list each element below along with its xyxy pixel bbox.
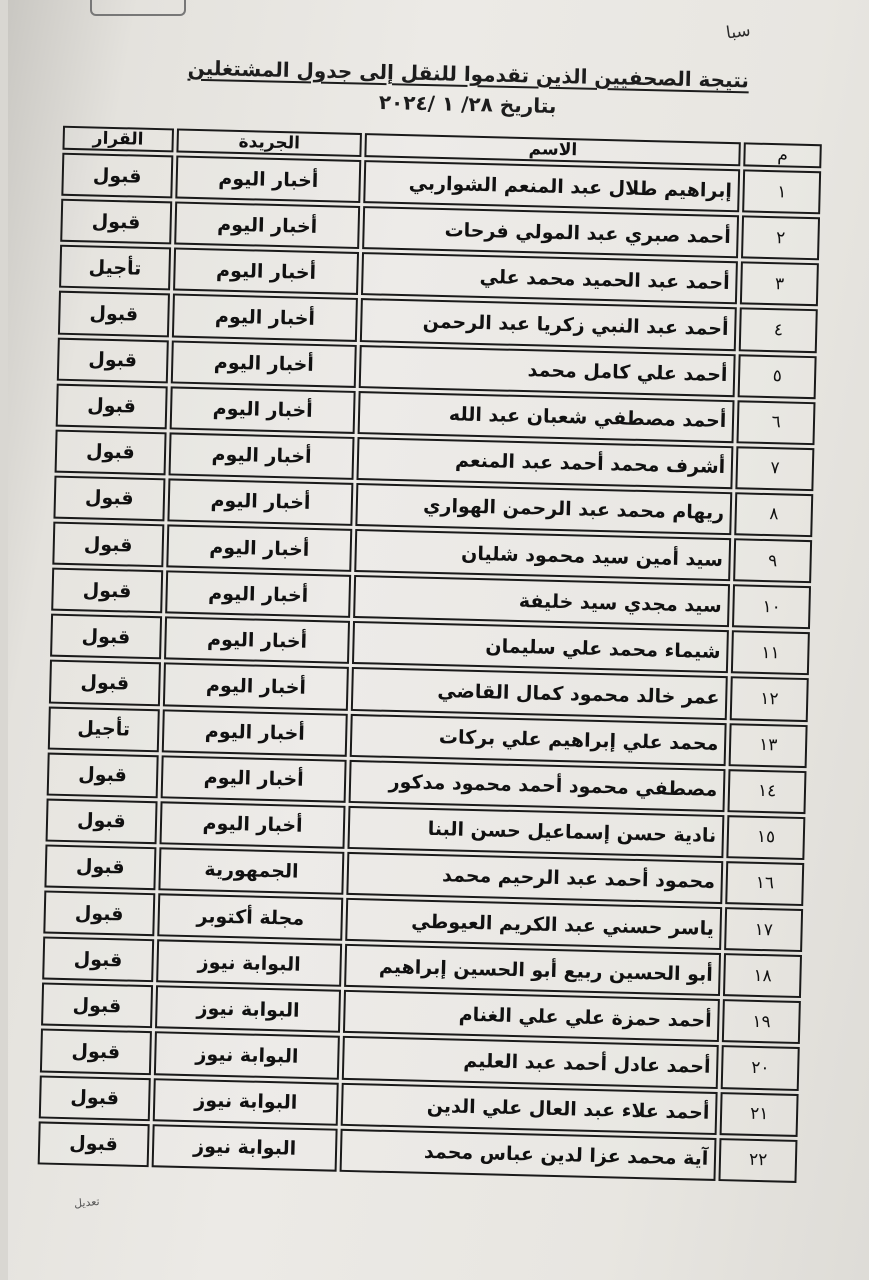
row-name: أشرف محمد أحمد عبد المنعم xyxy=(357,437,734,489)
row-decision: قبول xyxy=(46,798,158,844)
row-decision: قبول xyxy=(56,383,168,429)
handwritten-signature-bottom: تعديل xyxy=(73,1194,101,1211)
row-decision: قبول xyxy=(44,844,156,890)
row-newspaper: أخبار اليوم xyxy=(167,478,354,526)
row-name: أبو الحسين ربيع أبو الحسين إبراهيم xyxy=(345,944,722,996)
results-table-container xyxy=(35,123,825,1186)
row-name: آية محمد عزا لدين عباس محمد xyxy=(340,1128,717,1181)
row-newspaper: أخبار اليوم xyxy=(168,432,355,480)
row-name: أحمد علاء عبد العال علي الدين xyxy=(341,1082,718,1134)
row-name: محمد علي إبراهيم علي بركات xyxy=(350,713,727,765)
row-name: سيد أمين سيد محمود شليان xyxy=(355,529,732,581)
paper-sheet xyxy=(8,0,869,1280)
row-newspaper: أخبار اليوم xyxy=(163,663,350,711)
row-name: ياسر حسني عبد الكريم العيوطي xyxy=(346,898,723,950)
row-number: ٢٠ xyxy=(721,1045,800,1090)
row-number: ١١ xyxy=(731,630,810,675)
row-number: ١٠ xyxy=(732,584,811,629)
column-header-decision: القرار xyxy=(62,126,173,153)
row-newspaper: أخبار اليوم xyxy=(172,294,359,342)
document-title: نتيجة الصحفيين الذين تقدموا للنقل إلى جدول المشتغلين xyxy=(187,55,750,93)
row-number: ٥ xyxy=(738,354,817,399)
row-decision: قبول xyxy=(60,199,172,245)
row-newspaper: أخبار اليوم xyxy=(173,248,360,296)
results-table xyxy=(35,123,825,1186)
row-name: إبراهيم طلال عبد المنعم الشواربي xyxy=(364,160,741,212)
row-number: ١ xyxy=(742,169,821,214)
row-decision: قبول xyxy=(53,475,165,521)
row-number: ٢٢ xyxy=(719,1138,798,1183)
row-name: أحمد صبري عبد المولي فرحات xyxy=(363,206,740,258)
row-newspaper: البوابة نيوز xyxy=(153,1078,340,1126)
row-name: محمود أحمد عبد الرحيم محمد xyxy=(347,852,724,904)
column-header-number: م xyxy=(744,142,822,168)
row-decision: قبول xyxy=(50,614,162,660)
row-newspaper: البوابة نيوز xyxy=(155,986,342,1034)
document-header xyxy=(167,55,768,123)
row-name: أحمد حمزة علي علي الغنام xyxy=(343,990,720,1042)
row-name: أحمد مصطفي شعبان عبد الله xyxy=(358,391,735,443)
row-decision: قبول xyxy=(47,752,159,798)
row-newspaper: أخبار اليوم xyxy=(174,202,361,250)
row-number: ١٧ xyxy=(724,907,803,952)
row-newspaper: أخبار اليوم xyxy=(159,801,346,849)
row-number: ٦ xyxy=(737,400,816,445)
row-name: أحمد عبد الحميد محمد علي xyxy=(361,252,738,304)
row-newspaper: البوابة نيوز xyxy=(154,1032,341,1080)
row-decision: تأجيل xyxy=(48,706,160,752)
row-number: ١٢ xyxy=(730,677,809,722)
row-number: ١٣ xyxy=(729,723,808,768)
document-date: بتاريخ ٢٨/ ١ /٢٠٢٤ xyxy=(378,89,557,119)
row-newspaper: أخبار اليوم xyxy=(162,709,349,757)
row-number: ١٩ xyxy=(722,999,801,1044)
row-name: شيماء محمد علي سليمان xyxy=(352,621,729,673)
row-newspaper: أخبار اليوم xyxy=(175,155,362,203)
row-decision: قبول xyxy=(51,568,163,614)
row-newspaper: مجلة أكتوبر xyxy=(157,893,344,941)
row-number: ٨ xyxy=(735,492,814,537)
row-decision: قبول xyxy=(43,890,155,936)
row-newspaper: البوابة نيوز xyxy=(151,1124,338,1172)
row-number: ٢ xyxy=(741,215,820,260)
row-newspaper: أخبار اليوم xyxy=(166,524,353,572)
row-number: ٩ xyxy=(733,538,812,583)
row-name: سيد مجدي سيد خليفة xyxy=(354,575,731,627)
row-decision: قبول xyxy=(40,1029,152,1075)
row-decision: قبول xyxy=(49,660,161,706)
row-decision: قبول xyxy=(61,153,173,199)
row-name: أحمد عبد النبي زكريا عبد الرحمن xyxy=(360,298,737,350)
row-decision: قبول xyxy=(58,291,170,337)
table-body xyxy=(38,153,821,1183)
row-newspaper: أخبار اليوم xyxy=(171,340,358,388)
row-decision: قبول xyxy=(57,337,169,383)
row-name: ريهام محمد عبد الرحمن الهواري xyxy=(356,483,733,535)
column-header-newspaper: الجريدة xyxy=(176,129,362,158)
row-number: ١٦ xyxy=(725,861,804,906)
row-newspaper: أخبار اليوم xyxy=(165,571,352,619)
row-decision: تأجيل xyxy=(59,245,171,291)
binder-clip xyxy=(90,0,186,16)
row-number: ٧ xyxy=(736,446,815,491)
row-name: مصطفي محمود أحمد محمود مدكور xyxy=(349,760,726,812)
row-newspaper: أخبار اليوم xyxy=(160,755,347,803)
row-number: ٢١ xyxy=(720,1092,799,1137)
row-decision: قبول xyxy=(39,1075,151,1121)
row-decision: قبول xyxy=(42,937,154,983)
row-newspaper: الجمهورية xyxy=(158,847,345,895)
row-newspaper: أخبار اليوم xyxy=(169,386,356,434)
row-number: ٣ xyxy=(740,262,819,307)
row-decision: قبول xyxy=(52,522,164,568)
row-name: عمر خالد محمود كمال القاضي xyxy=(351,667,728,719)
row-decision: قبول xyxy=(55,429,167,475)
row-newspaper: أخبار اليوم xyxy=(164,617,351,665)
row-name: نادية حسن إسماعيل حسن البنا xyxy=(348,806,725,858)
row-number: ١٥ xyxy=(727,815,806,860)
row-number: ١٤ xyxy=(728,769,807,814)
row-number: ٤ xyxy=(739,308,818,353)
row-decision: قبول xyxy=(41,983,153,1029)
row-newspaper: البوابة نيوز xyxy=(156,939,343,987)
row-decision: قبول xyxy=(38,1121,150,1167)
row-name: أحمد عادل أحمد عبد العليم xyxy=(342,1036,719,1088)
row-name: أحمد علي كامل محمد xyxy=(359,345,736,397)
row-number: ١٨ xyxy=(723,953,802,998)
column-header-name: الاسم xyxy=(365,133,741,166)
handwritten-signature-top: سبا xyxy=(724,20,752,44)
